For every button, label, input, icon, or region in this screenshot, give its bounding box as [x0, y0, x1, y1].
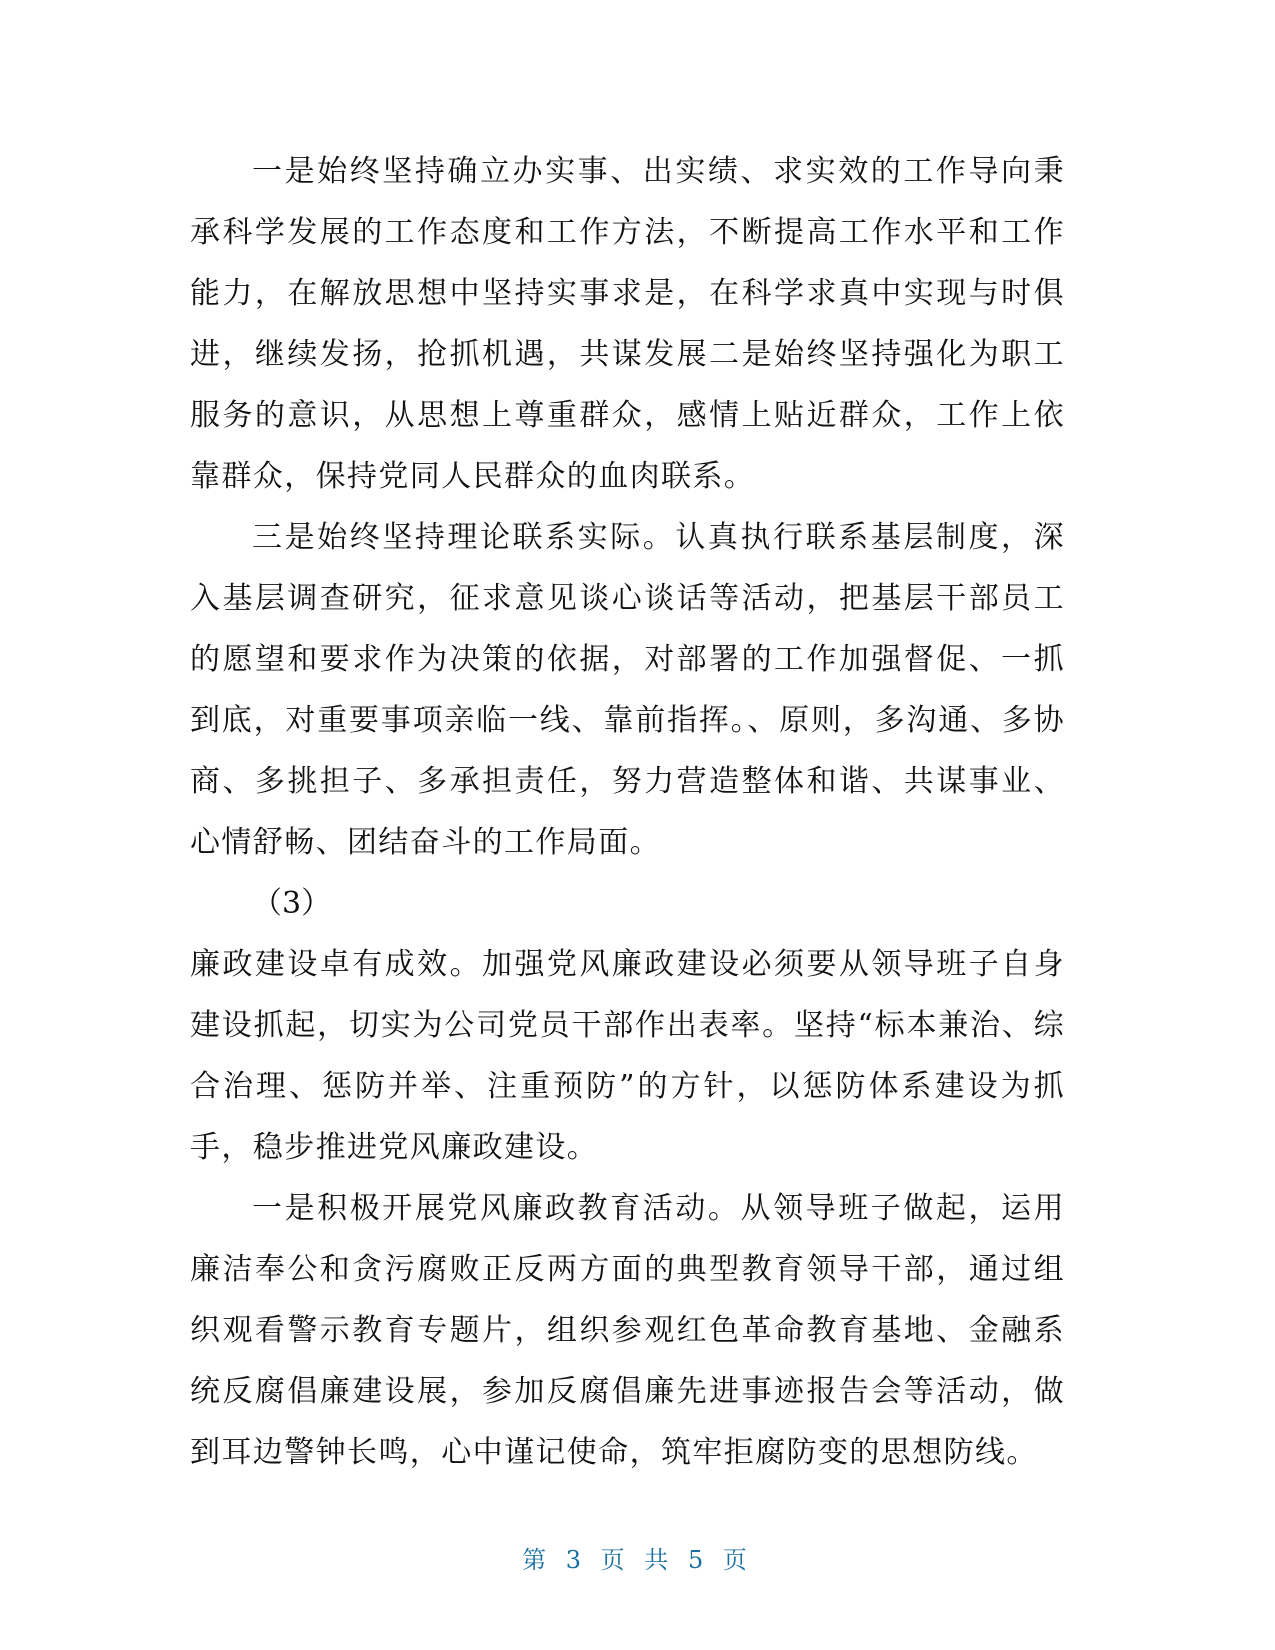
paragraph-1: 一是始终坚持确立办实事、出实绩、求实效的工作导向秉承科学发展的工作态度和工作方法，不断提高工作水平和工作能力，在解放思想中坚持实事求是，在科学求真中实现与时俱进，继续发扬，抢抓机遇，共谋发展二是始终坚持强化为职工服务的意识，从思想上尊重群众，感情上贴近群众，工作上依靠群众，保持党同人民群众的血肉联系。 [190, 154, 1065, 494]
paragraph-2: 三是始终坚持理论联系实际。认真执行联系基层制度，深入基层调查研究，征求意见谈心谈话等活动，把基层干部员工的愿望和要求作为决策的依据，对部署的工作加强督促、一抓到底，对重要事项亲临一线、靠前指挥。、原则，多沟通、多协商、多挑担子、多承担责任，努力营造整体和谐、共谋事业、心情舒畅、团结奋斗的工作局面。 [190, 520, 1065, 860]
page-footer: 第 3 页 共 5 页 [522, 1546, 753, 1574]
section-number: （3） [252, 886, 332, 921]
paragraph-4: 一是积极开展党风廉政教育活动。从领导班子做起，运用廉洁奉公和贪污腐败正反两方面的典型教育领导干部，通过组织观看警示教育专题片，组织参观红色革命教育基地、金融系统反腐倡廉建设展，参加反腐倡廉先进事迹报告会等活动，做到耳边警钟长鸣，心中谨记使命，筑牢拒腐防变的思想防线。 [190, 1191, 1065, 1470]
document-body [190, 141, 1065, 1483]
paragraph-3: 廉政建设卓有成效。加强党风廉政建设必须要从领导班子自身建设抓起，切实为公司党员干部作出表率。坚持“标本兼治、综合治理、惩防并举、注重预防”的方针，以惩防体系建设为抓手，稳步推进党风廉政建设。 [190, 947, 1065, 1165]
